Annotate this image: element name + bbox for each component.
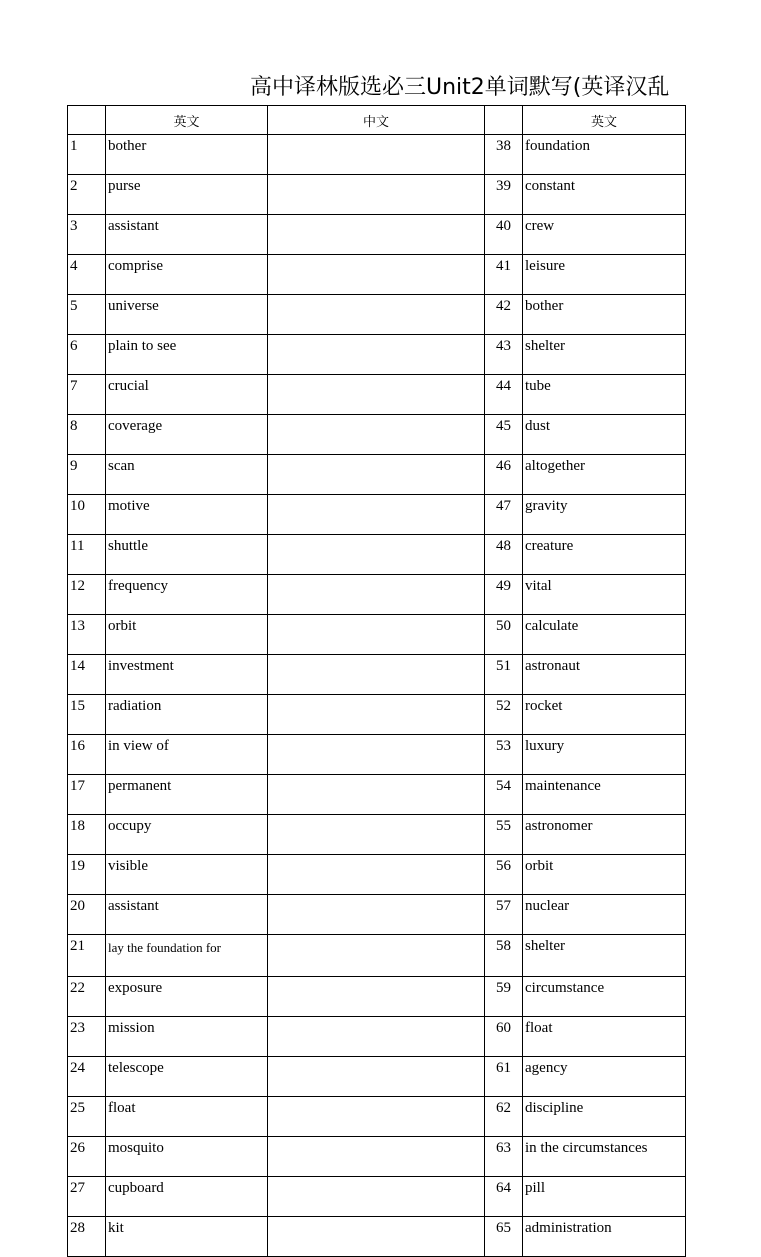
left-number: 22	[68, 977, 106, 1017]
left-word: scan	[106, 455, 268, 495]
table-row	[68, 1217, 686, 1257]
right-number: 65	[485, 1217, 523, 1257]
left-number: 18	[68, 815, 106, 855]
left-number: 25	[68, 1097, 106, 1137]
header-chinese: 中文	[268, 106, 485, 135]
chinese-answer-cell[interactable]	[268, 295, 485, 335]
left-number: 28	[68, 1217, 106, 1257]
left-number: 13	[68, 615, 106, 655]
right-word: leisure	[523, 255, 686, 295]
left-number: 1	[68, 135, 106, 175]
chinese-answer-cell[interactable]	[268, 1137, 485, 1177]
right-number: 47	[485, 495, 523, 535]
header-english-right: 英文	[523, 106, 686, 135]
page-title: 高中译林版选必三Unit2单词默写(英译汉乱	[250, 75, 670, 100]
chinese-answer-cell[interactable]	[268, 1057, 485, 1097]
chinese-answer-cell[interactable]	[268, 135, 485, 175]
left-number: 4	[68, 255, 106, 295]
left-word: occupy	[106, 815, 268, 855]
left-word: permanent	[106, 775, 268, 815]
right-word: vital	[523, 575, 686, 615]
left-word: in view of	[106, 735, 268, 775]
right-word: agency	[523, 1057, 686, 1097]
right-number: 48	[485, 535, 523, 575]
right-word: in the circumstances	[523, 1137, 686, 1177]
table-row	[68, 615, 686, 655]
right-word: tube	[523, 375, 686, 415]
left-number: 10	[68, 495, 106, 535]
table-row	[68, 695, 686, 735]
table-row	[68, 575, 686, 615]
left-number: 12	[68, 575, 106, 615]
vocabulary-table	[67, 105, 686, 1257]
right-word: administration	[523, 1217, 686, 1257]
chinese-answer-cell[interactable]	[268, 1217, 485, 1257]
right-word: circumstance	[523, 977, 686, 1017]
left-number: 14	[68, 655, 106, 695]
table-row	[68, 375, 686, 415]
left-number: 11	[68, 535, 106, 575]
chinese-answer-cell[interactable]	[268, 895, 485, 935]
table-row	[68, 977, 686, 1017]
right-number: 55	[485, 815, 523, 855]
left-number: 15	[68, 695, 106, 735]
right-number: 63	[485, 1137, 523, 1177]
left-word: lay the foundation for	[106, 935, 268, 977]
left-word: investment	[106, 655, 268, 695]
right-number: 60	[485, 1017, 523, 1057]
table-row	[68, 215, 686, 255]
chinese-answer-cell[interactable]	[268, 335, 485, 375]
table-row	[68, 495, 686, 535]
left-word: bother	[106, 135, 268, 175]
chinese-answer-cell[interactable]	[268, 615, 485, 655]
left-word: motive	[106, 495, 268, 535]
left-number: 19	[68, 855, 106, 895]
left-number: 5	[68, 295, 106, 335]
left-word: universe	[106, 295, 268, 335]
right-number: 54	[485, 775, 523, 815]
left-word: purse	[106, 175, 268, 215]
table-row	[68, 295, 686, 335]
left-word: shuttle	[106, 535, 268, 575]
table-row	[68, 535, 686, 575]
right-number: 50	[485, 615, 523, 655]
table-row	[68, 855, 686, 895]
table-row	[68, 775, 686, 815]
table-row	[68, 175, 686, 215]
table-row	[68, 255, 686, 295]
left-word: assistant	[106, 215, 268, 255]
header-number-cell-right	[485, 106, 523, 135]
right-number: 44	[485, 375, 523, 415]
table-row	[68, 415, 686, 455]
left-number: 27	[68, 1177, 106, 1217]
right-word: crew	[523, 215, 686, 255]
left-number: 7	[68, 375, 106, 415]
chinese-answer-cell[interactable]	[268, 735, 485, 775]
table-row	[68, 1057, 686, 1097]
left-word: assistant	[106, 895, 268, 935]
header-number-cell	[68, 106, 106, 135]
right-word: float	[523, 1017, 686, 1057]
right-number: 62	[485, 1097, 523, 1137]
right-word: gravity	[523, 495, 686, 535]
left-word: visible	[106, 855, 268, 895]
left-word: telescope	[106, 1057, 268, 1097]
left-number: 3	[68, 215, 106, 255]
left-word: exposure	[106, 977, 268, 1017]
chinese-answer-cell[interactable]	[268, 775, 485, 815]
table-row	[68, 335, 686, 375]
right-number: 45	[485, 415, 523, 455]
left-word: radiation	[106, 695, 268, 735]
chinese-answer-cell[interactable]	[268, 977, 485, 1017]
right-number: 42	[485, 295, 523, 335]
left-word: mission	[106, 1017, 268, 1057]
right-word: altogether	[523, 455, 686, 495]
chinese-answer-cell[interactable]	[268, 415, 485, 455]
right-number: 41	[485, 255, 523, 295]
left-number: 23	[68, 1017, 106, 1057]
right-word: creature	[523, 535, 686, 575]
chinese-answer-cell[interactable]	[268, 695, 485, 735]
left-word: cupboard	[106, 1177, 268, 1217]
right-word: discipline	[523, 1097, 686, 1137]
left-word: plain to see	[106, 335, 268, 375]
right-number: 59	[485, 977, 523, 1017]
table-row	[68, 895, 686, 935]
left-word: orbit	[106, 615, 268, 655]
table-row	[68, 735, 686, 775]
left-word: comprise	[106, 255, 268, 295]
right-word: astronaut	[523, 655, 686, 695]
left-number: 8	[68, 415, 106, 455]
right-word: bother	[523, 295, 686, 335]
chinese-answer-cell[interactable]	[268, 1017, 485, 1057]
chinese-answer-cell[interactable]	[268, 215, 485, 255]
left-number: 6	[68, 335, 106, 375]
left-word: frequency	[106, 575, 268, 615]
chinese-answer-cell[interactable]	[268, 855, 485, 895]
table-row	[68, 1137, 686, 1177]
right-number: 64	[485, 1177, 523, 1217]
right-word: foundation	[523, 135, 686, 175]
table-row	[68, 815, 686, 855]
chinese-answer-cell[interactable]	[268, 655, 485, 695]
right-word: shelter	[523, 335, 686, 375]
right-word: pill	[523, 1177, 686, 1217]
right-word: rocket	[523, 695, 686, 735]
right-word: calculate	[523, 615, 686, 655]
right-number: 57	[485, 895, 523, 935]
right-number: 52	[485, 695, 523, 735]
left-number: 16	[68, 735, 106, 775]
right-number: 51	[485, 655, 523, 695]
right-number: 56	[485, 855, 523, 895]
left-number: 21	[68, 935, 106, 977]
left-number: 26	[68, 1137, 106, 1177]
chinese-answer-cell[interactable]	[268, 495, 485, 535]
right-number: 46	[485, 455, 523, 495]
right-number: 61	[485, 1057, 523, 1097]
right-word: shelter	[523, 935, 686, 977]
left-number: 17	[68, 775, 106, 815]
right-number: 58	[485, 935, 523, 977]
chinese-answer-cell[interactable]	[268, 255, 485, 295]
right-number: 53	[485, 735, 523, 775]
right-word: nuclear	[523, 895, 686, 935]
chinese-answer-cell[interactable]	[268, 1097, 485, 1137]
left-word: crucial	[106, 375, 268, 415]
left-number: 20	[68, 895, 106, 935]
table-row	[68, 455, 686, 495]
table-row	[68, 135, 686, 175]
header-row	[68, 106, 686, 135]
right-word: constant	[523, 175, 686, 215]
table-row	[68, 1177, 686, 1217]
chinese-answer-cell[interactable]	[268, 455, 485, 495]
left-number: 24	[68, 1057, 106, 1097]
table-row	[68, 1097, 686, 1137]
header-english-left: 英文	[106, 106, 268, 135]
right-number: 40	[485, 215, 523, 255]
left-number: 2	[68, 175, 106, 215]
left-number: 9	[68, 455, 106, 495]
right-number: 38	[485, 135, 523, 175]
chinese-answer-cell[interactable]	[268, 575, 485, 615]
table-row	[68, 655, 686, 695]
chinese-answer-cell[interactable]	[268, 815, 485, 855]
right-word: luxury	[523, 735, 686, 775]
chinese-answer-cell[interactable]	[268, 375, 485, 415]
right-number: 39	[485, 175, 523, 215]
table-row	[68, 1017, 686, 1057]
chinese-answer-cell[interactable]	[268, 935, 485, 977]
right-word: orbit	[523, 855, 686, 895]
chinese-answer-cell[interactable]	[268, 535, 485, 575]
chinese-answer-cell[interactable]	[268, 175, 485, 215]
left-word: coverage	[106, 415, 268, 455]
left-word: kit	[106, 1217, 268, 1257]
left-word: mosquito	[106, 1137, 268, 1177]
right-word: maintenance	[523, 775, 686, 815]
left-word: float	[106, 1097, 268, 1137]
table-row	[68, 935, 686, 977]
right-word: astronomer	[523, 815, 686, 855]
right-word: dust	[523, 415, 686, 455]
chinese-answer-cell[interactable]	[268, 1177, 485, 1217]
right-number: 43	[485, 335, 523, 375]
right-number: 49	[485, 575, 523, 615]
